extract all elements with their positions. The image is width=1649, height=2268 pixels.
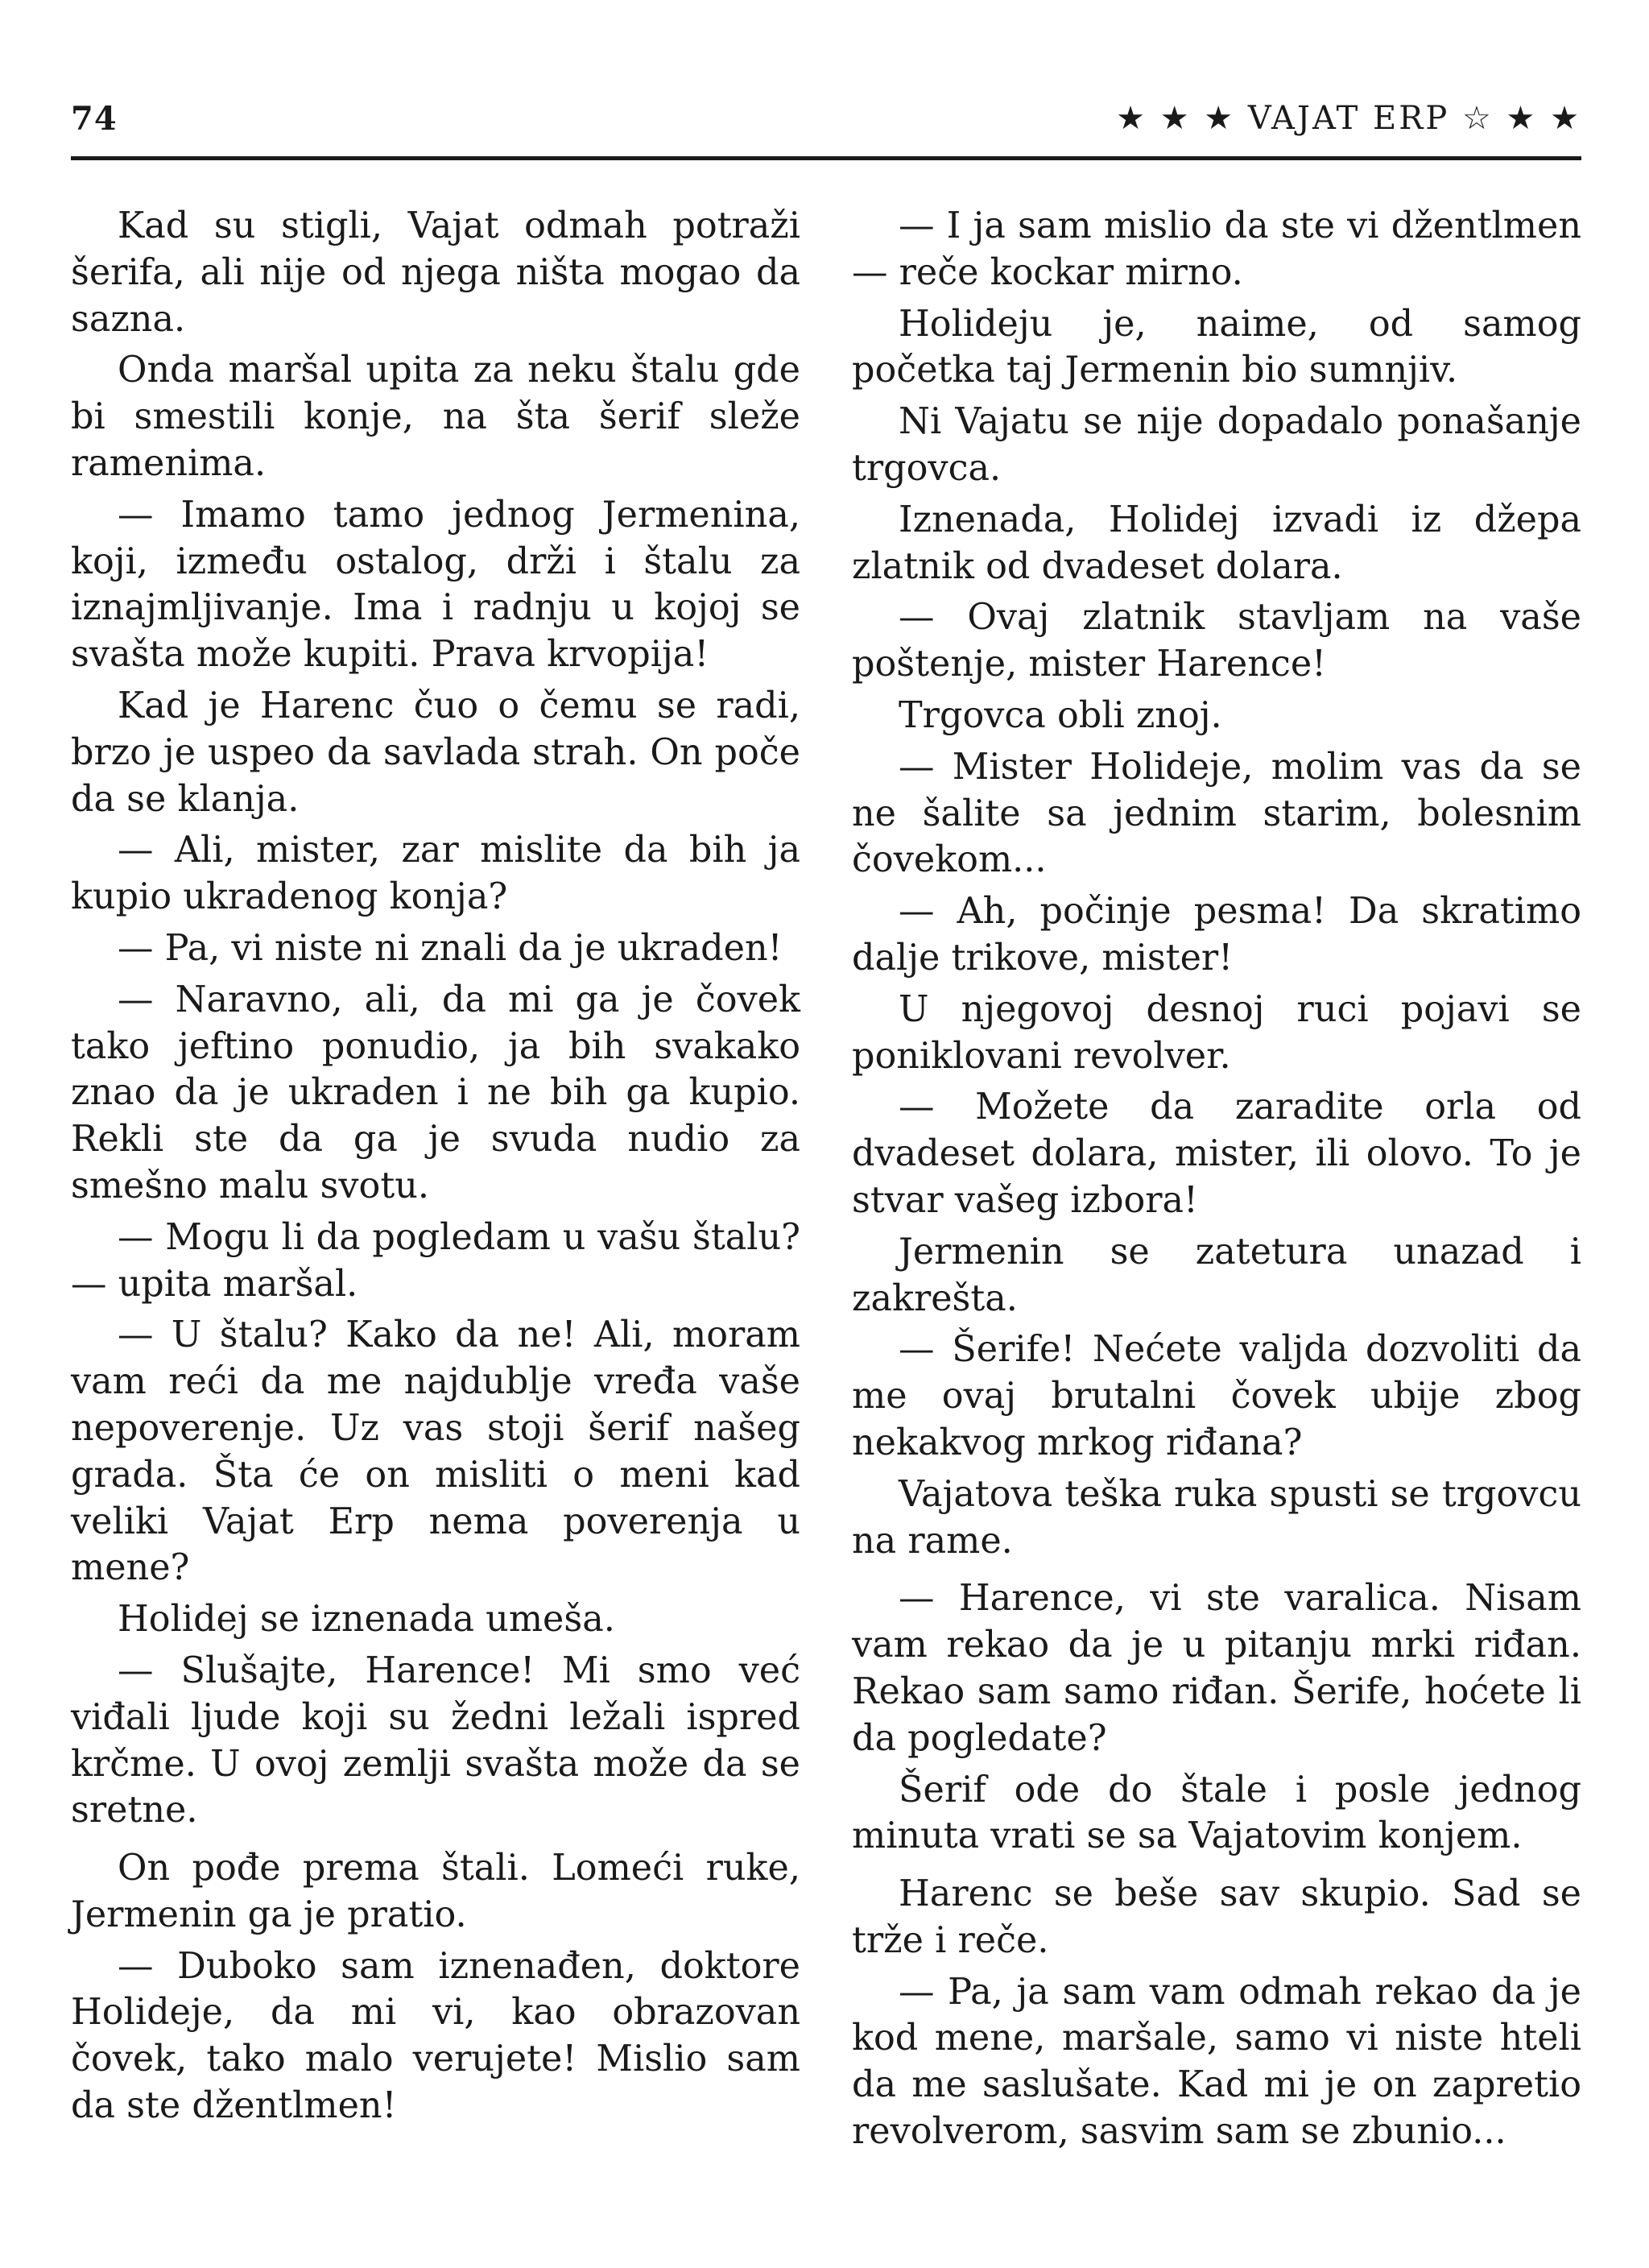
paragraph: — Pa, vi niste ni znali da je ukraden!	[118, 927, 783, 969]
paragraph: — Pa, ja sam vam odmah rekao da je kod mene, maršale, samo vi niste hteli da me saslušate. Kad mi je on zapretio revolverom, sasvim sam se zbunio...	[852, 1971, 1581, 2153]
paragraph: Holideju je, naime, od samog početka taj Jermenin bio sumnjiv.	[852, 303, 1581, 391]
right-column	[852, 203, 1581, 2160]
paragraph: On pođe prema štali. Lomeći ruke, Jermenin ga je pratio.	[71, 1848, 800, 1935]
page-number: 74	[71, 100, 118, 138]
paragraph: Kad je Harenc čuo o čemu se radi, brzo je uspeo da savlada strah. On poče da se klanja.	[71, 685, 800, 820]
paragraph: — Ali, mister, zar mislite da bih ja kupio ukradenog konja?	[71, 830, 800, 918]
left-column	[71, 203, 800, 2134]
paragraph: Šerif ode do štale i posle jednog minuta vrati se sa Vajatovim konjem.	[852, 1769, 1581, 1857]
paragraph: — Naravno, ali, da mi ga je čovek tako jeftino ponudio, ja bih svakako znao da je ukraden i ne bih ga kupio. Rekli ste da ga je svuda nudio za smešno malu svotu.	[71, 979, 800, 1206]
paragraph: Trgovca obli znoj.	[899, 694, 1222, 736]
paragraph: U njegovoj desnoj ruci pojavi se poniklovani revolver.	[852, 988, 1581, 1077]
paragraph: Harenc se beše sav skupio. Sad se trže i reče.	[852, 1873, 1581, 1961]
paragraph: Onda maršal upita za neku štalu gde bi smestili konje, na šta šerif sleže ramenima.	[71, 350, 800, 484]
paragraph: — Šerife! Nećete valjda dozvoliti da me ovaj brutalni čovek ubije zbog nekakvog mrkog riđana?	[852, 1329, 1581, 1463]
paragraph: Jermenin se zatetura unazad i zakrešta.	[852, 1231, 1581, 1319]
paragraph: — Duboko sam iznenađen, doktore Holideje, da mi vi, kao obrazovan čovek, tako malo verujete! Mislio sam da ste džentlmen!	[71, 1945, 800, 2127]
paragraph: Ni Vajatu se nije dopadalo ponašanje trgovca.	[852, 401, 1581, 489]
paragraph: — Harence, vi ste varalica. Nisam vam rekao da je u pitanju mrki riđan. Rekao sam samo riđan. Šerife, hoćete li da pogledate?	[852, 1578, 1581, 1759]
paragraph: Vajatova teška ruka spusti se trgovcu na rame.	[852, 1473, 1581, 1562]
paragraph: — I ja sam mislio da ste vi džentlmen — reče kockar mirno.	[852, 205, 1581, 293]
paragraph: — Imamo tamo jednog Jermenina, koji, između ostalog, drži i štalu za iznajmljivanje. Ima i radnju u kojoj se svašta može kupiti. Prava krvopija!	[71, 494, 800, 676]
running-head: ★ ★ ★ VAJAT ERP ☆ ★ ★	[1116, 100, 1581, 137]
paragraph: Holidej se iznenada umeša.	[118, 1599, 615, 1641]
paragraph: — Mogu li da pogledam u vašu štalu? — upita maršal.	[71, 1216, 800, 1305]
paragraph: — Ovaj zlatnik stavljam na vaše poštenje, mister Harence!	[852, 597, 1581, 685]
paragraph: — Ah, počinje pesma! Da skratimo dalje trikove, mister!	[852, 891, 1581, 979]
paragraph: — U štalu? Kako da ne! Ali, moram vam reći da me najdublje vređa vaše nepoverenje. Uz vas stoji šerif našeg grada. Šta će on misliti o meni kad veliki Vajat Erp nema poverenja u mene?	[71, 1314, 800, 1589]
paragraph: Iznenada, Holidej izvadi iz džepa zlatnik od dvadeset dolara.	[852, 499, 1581, 587]
paragraph: — Mister Holideje, molim vas da se ne šalite sa jednim starim, bolesnim čovekom...	[852, 746, 1581, 881]
paragraph: — Slušajte, Harence! Mi smo već viđali ljude koji su žedni ležali ispred krčme. U ovoj zemlji svašta može da se sretne.	[71, 1649, 800, 1831]
page-header	[71, 100, 1581, 151]
paragraph: Kad su stigli, Vajat odmah potraži šerifa, ali nije od njega ništa mogao da sazna.	[71, 205, 800, 340]
header-rule	[71, 156, 1581, 160]
paragraph: — Možete da zaradite orla od dvadeset dolara, mister, ili olovo. To je stvar vašeg izbora!	[852, 1086, 1581, 1221]
